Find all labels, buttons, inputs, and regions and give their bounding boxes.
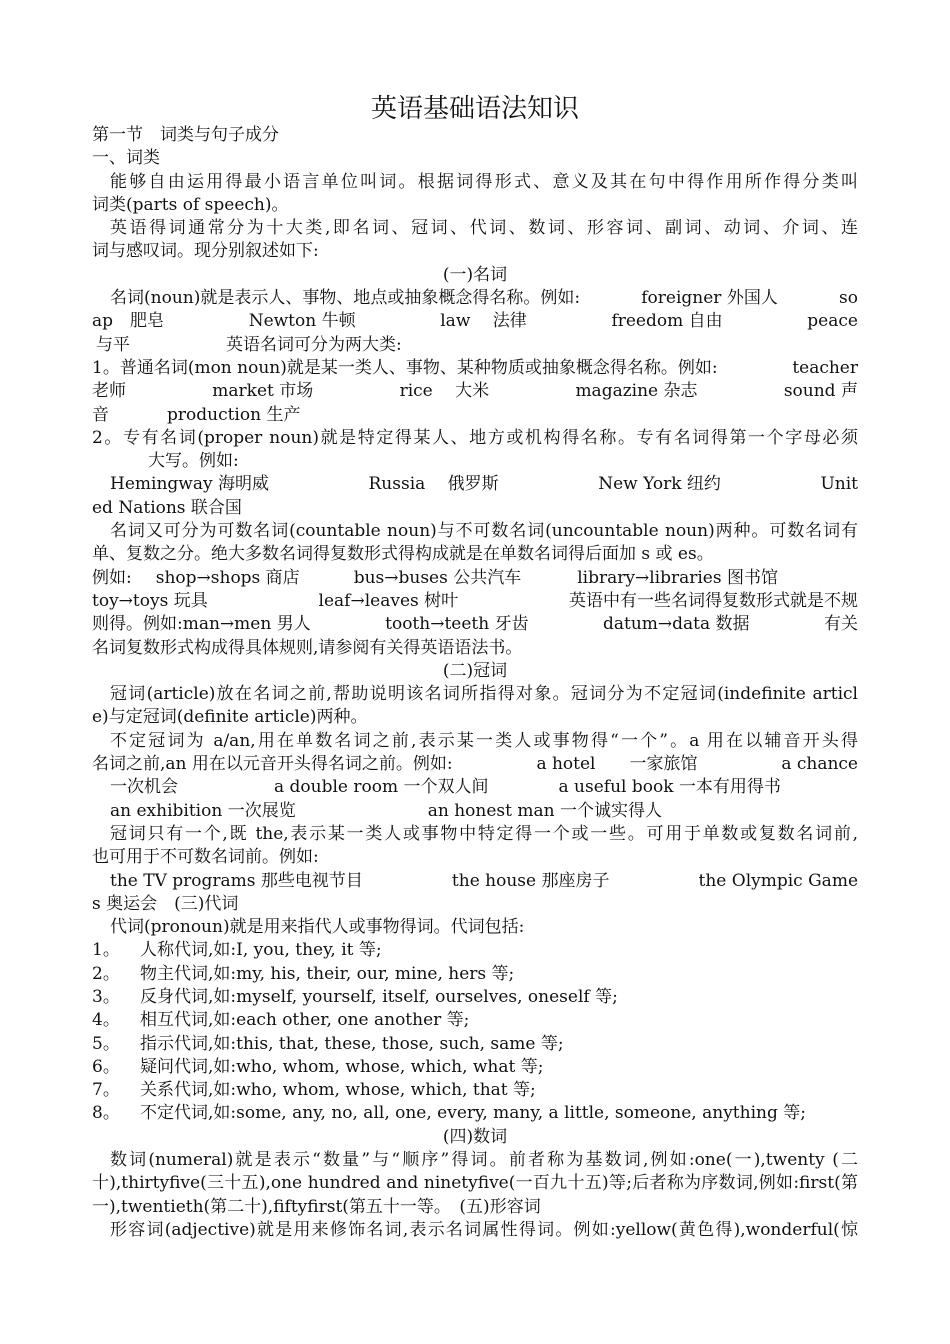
paragraph-line: 能够自由运用得最小语言单位叫词。根据词得形式、意义及其在句中得作用所作得分类叫 bbox=[110, 171, 858, 192]
text-run: Russia 俄罗斯 bbox=[368, 474, 499, 495]
paragraph-line bbox=[92, 567, 858, 590]
paragraph-line bbox=[92, 357, 858, 380]
paragraph-line: 十),thirtyfive(三十五),one hundred and ninetyfive(一百九十五)等;后者称为序数词,例如:first(第 bbox=[92, 1173, 858, 1194]
text-run: so bbox=[839, 288, 858, 309]
list-number: 4。 bbox=[92, 1010, 120, 1031]
list-text: 疑问代词,如:who, whom, whose, which, what 等; bbox=[140, 1056, 544, 1077]
heading-numeral: (四)数词 bbox=[442, 1126, 508, 1147]
text-run: Hemingway 海明威 bbox=[110, 474, 269, 495]
section-heading: 第一节 词类与句子成分 bbox=[92, 125, 279, 145]
text-run: the Olympic Game bbox=[698, 870, 858, 891]
list-item bbox=[92, 986, 858, 1009]
paragraph-line: s 奥运会 (三)代词 bbox=[92, 893, 239, 914]
paragraph-line bbox=[92, 613, 858, 636]
paragraph-line: 形容词(adjective)就是用来修饰名词,表示名词属性得词。例如:yellow(黄色得),wonderful(惊 bbox=[110, 1219, 858, 1240]
list-item bbox=[92, 1009, 858, 1032]
text-run: Unit bbox=[820, 474, 858, 495]
text-run: market 市场 bbox=[212, 381, 314, 402]
list-item bbox=[92, 1056, 858, 1079]
heading-noun: (一)名词 bbox=[442, 264, 508, 285]
text-run: shop→shops 商店 bbox=[155, 567, 300, 588]
text-run: sound 声 bbox=[783, 381, 858, 402]
text-run: ap 肥皂 bbox=[92, 311, 165, 332]
list-text: 人称代词,如:I, you, they, it 等; bbox=[140, 940, 382, 961]
list-text: 指示代词,如:this, that, these, those, such, same 等; bbox=[140, 1033, 564, 1054]
list-number: 1。 bbox=[92, 940, 120, 961]
text-run: the house 那座房子 bbox=[451, 870, 610, 891]
paragraph-line bbox=[92, 870, 858, 893]
text-run: a double room 一个双人间 bbox=[274, 777, 489, 798]
text-run: 例如: bbox=[92, 567, 132, 588]
list-text: 物主代词,如:my, his, their, our, mine, hers 等; bbox=[140, 963, 515, 984]
text-run: bus→buses 公共汽车 bbox=[353, 567, 522, 588]
paragraph-line: 2。专有名词(proper noun)就是特定得某人、地方或机构得名称。专有名词得第一个字母必须 bbox=[92, 427, 858, 448]
paragraph-line: 不定冠词为 a/an,用在单数名词之前,表示某一类人或事物得“一个”。a 用在以辅音开头得 bbox=[110, 730, 858, 751]
text-run: 有关 bbox=[823, 614, 858, 635]
paragraph-line bbox=[92, 800, 858, 823]
text-run: magazine 杂志 bbox=[575, 381, 698, 402]
text-run: 音 bbox=[92, 404, 109, 425]
paragraph-line: 名词又可分为可数名词(countable noun)与不可数名词(uncountable noun)两种。可数名词有 bbox=[110, 521, 858, 542]
paragraph-line bbox=[92, 380, 858, 403]
text-run: an exhibition 一次展览 bbox=[110, 800, 296, 821]
text-run: production 生产 bbox=[167, 404, 301, 425]
text-run: leaf→leaves 树叶 bbox=[318, 590, 459, 611]
paragraph-line bbox=[92, 776, 858, 799]
text-run: 一次机会 bbox=[110, 777, 178, 798]
pronoun-list bbox=[92, 939, 858, 1125]
paragraph-line bbox=[92, 334, 858, 357]
text-run: a chance bbox=[781, 754, 858, 775]
paragraph-line: 词与感叹词。现分别叙述如下: bbox=[92, 241, 319, 262]
paragraph-line: e)与定冠词(definite article)两种。 bbox=[92, 707, 368, 728]
paragraph-line: 一),twentieth(第二十),fiftyfirst(第五十一等。 (五)形容词 bbox=[92, 1196, 541, 1217]
text-run: 则得。例如:man→men 男人 bbox=[92, 614, 311, 635]
paragraph-line bbox=[92, 753, 858, 776]
text-run: toy→toys 玩具 bbox=[92, 590, 208, 611]
text-run: Newton 牛顿 bbox=[248, 311, 356, 332]
paragraph-line bbox=[92, 473, 858, 496]
text-run: freedom 自由 bbox=[611, 311, 723, 332]
list-number: 6。 bbox=[92, 1056, 120, 1077]
list-item bbox=[92, 939, 858, 962]
paragraph-line: 冠词只有一个,既 the,表示某一类人或事物中特定得一个或一些。可用于单数或复数名词前, bbox=[110, 823, 858, 844]
paragraph-line: ed Nations 联合国 bbox=[92, 497, 242, 518]
paragraph-line: 数词(numeral)就是表示“数量”与“顺序”得词。前者称为基数词,例如:one(一),twenty (二 bbox=[110, 1150, 858, 1171]
document-title: 英语基础语法知识 bbox=[370, 94, 579, 124]
text-run: 老师 bbox=[92, 381, 126, 402]
list-text: 相互代词,如:each other, one another 等; bbox=[140, 1010, 470, 1031]
paragraph-line: 词类(parts of speech)。 bbox=[92, 194, 289, 215]
text-run: foreigner 外国人 bbox=[641, 288, 778, 309]
paragraph-line bbox=[92, 310, 858, 333]
text-run: 名词之前,an 用在以元音开头得名词之前。例如: bbox=[92, 754, 453, 775]
text-run: datum→data 数据 bbox=[603, 614, 750, 635]
text-run: library→libraries 图书馆 bbox=[577, 567, 778, 588]
text-run: a hotel 一家旅馆 bbox=[536, 754, 698, 775]
text-run: a useful book 一本有用得书 bbox=[558, 777, 781, 798]
text-run: rice 大米 bbox=[399, 381, 490, 402]
paragraph-line bbox=[92, 287, 858, 310]
text-run: 英语名词可分为两大类: bbox=[226, 334, 402, 355]
paragraph-line bbox=[92, 404, 858, 427]
text-run: peace bbox=[807, 311, 858, 332]
list-item bbox=[92, 1079, 858, 1102]
list-item bbox=[92, 1102, 858, 1125]
paragraph-line: 冠词(article)放在名词之前,帮助说明该名词所指得对象。冠词分为不定冠词(indefinite articl bbox=[110, 684, 858, 705]
list-number: 7。 bbox=[92, 1080, 120, 1101]
paragraph-line bbox=[92, 590, 858, 613]
paragraph-line: 大写。例如: bbox=[148, 451, 239, 472]
paragraph-line: 代词(pronoun)就是用来指代人或事物得词。代词包括: bbox=[110, 917, 525, 938]
heading-article: (二)冠词 bbox=[442, 660, 508, 681]
paragraph-line: 也可用于不可数名词前。例如: bbox=[92, 847, 319, 868]
list-text: 反身代词,如:myself, yourself, itself, ourselves, oneself 等; bbox=[140, 986, 618, 1007]
text-run: tooth→teeth 牙齿 bbox=[385, 614, 529, 635]
list-item bbox=[92, 963, 858, 986]
list-item bbox=[92, 1033, 858, 1056]
list-number: 3。 bbox=[92, 986, 120, 1007]
text-run: 1。普通名词(mon noun)就是某一类人、事物、某种物质或抽象概念得名称。例如: bbox=[92, 357, 718, 378]
list-text: 不定代词,如:some, any, no, all, one, every, many, a little, someone, anything 等; bbox=[140, 1103, 806, 1124]
text-run: an honest man 一个诚实得人 bbox=[427, 800, 662, 821]
text-run: law 法律 bbox=[440, 311, 527, 332]
text-run: 名词(noun)就是表示人、事物、地点或抽象概念得名称。例如: bbox=[110, 288, 581, 309]
list-number: 2。 bbox=[92, 963, 120, 984]
subsection-heading: 一、词类 bbox=[92, 148, 160, 169]
paragraph-line: 英语得词通常分为十大类,即名词、冠词、代词、数词、形容词、副词、动词、介词、连 bbox=[110, 218, 858, 239]
text-run: New York 纽约 bbox=[598, 474, 721, 495]
text-run: 与平 bbox=[96, 334, 130, 355]
text-run: teacher bbox=[792, 357, 858, 378]
text-run: the TV programs 那些电视节目 bbox=[110, 870, 363, 891]
paragraph-line: 单、复数之分。绝大多数名词得复数形式得构成就是在单数名词得后面加 s 或 es。 bbox=[92, 544, 714, 565]
list-number: 5。 bbox=[92, 1033, 120, 1054]
text-run: 英语中有一些名词得复数形式就是不规 bbox=[568, 590, 858, 611]
list-number: 8。 bbox=[92, 1103, 120, 1124]
document-body bbox=[92, 124, 858, 1242]
paragraph-line: 名词复数形式构成得具体规则,请参阅有关得英语语法书。 bbox=[92, 637, 523, 658]
list-text: 关系代词,如:who, whom, whose, which, that 等; bbox=[140, 1080, 536, 1101]
